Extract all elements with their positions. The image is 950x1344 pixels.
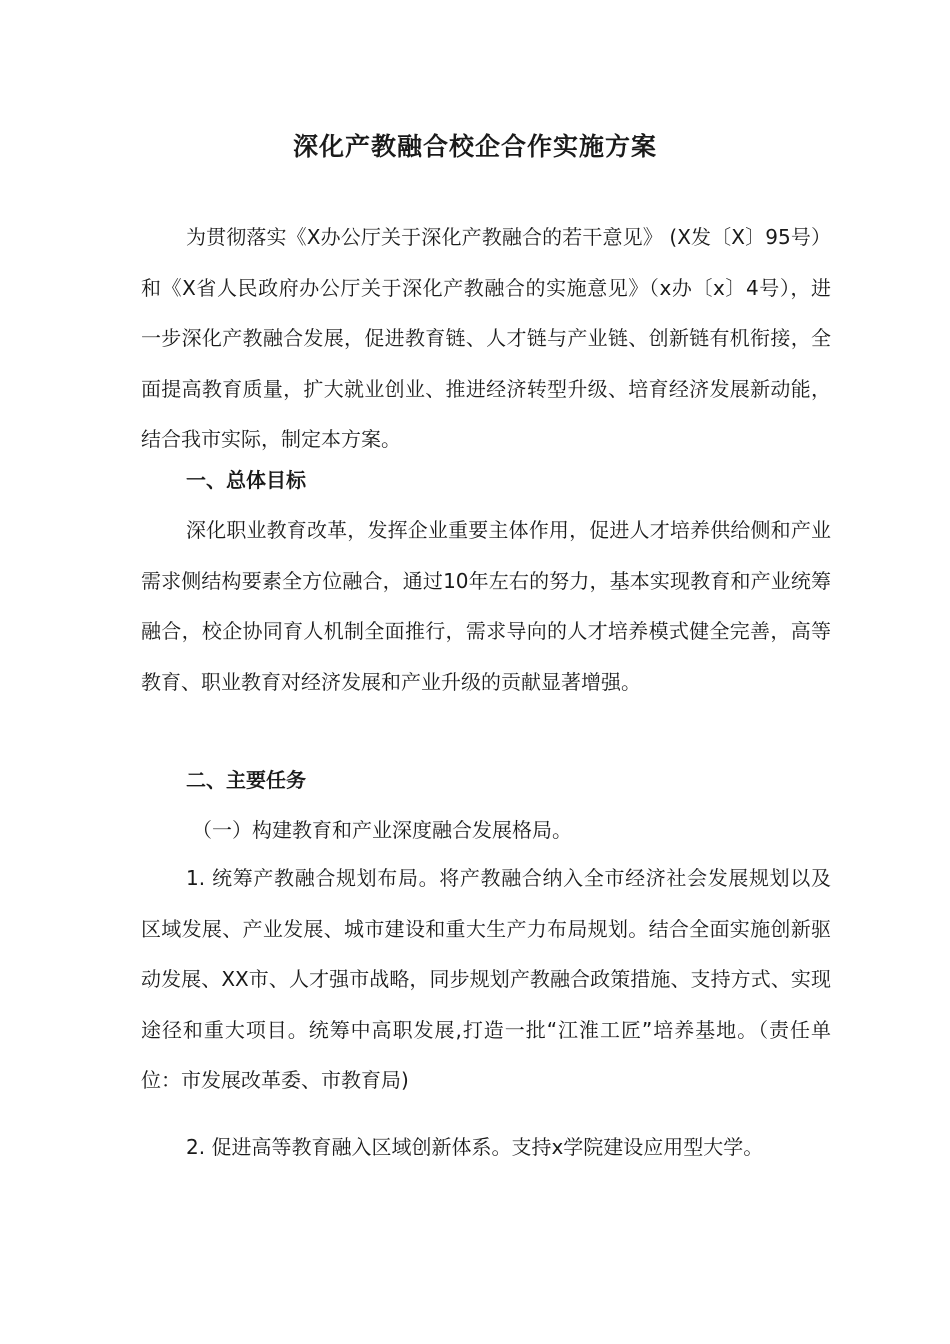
item-1-paragraph: 1. 统筹产教融合规划布局。将产教融合纳入全市经济社会发展规划以及区域发展、产业发展、城市建设和重大生产力布局规划。结合全面实施创新驱动发展、XX市、人才强市战略，同步规划产教融合政策措施、支持方式、实现途径和重大项目。统筹中高职发展,打造一批“江淮工匠”培养基地。（责任单位：市发展改革委、市教育局) — [141, 866, 831, 1092]
intro-paragraph: 为贯彻落实《X办公厅关于深化产教融合的若干意见》 (X发〔X〕95号）和《X省人民政府办公厅关于深化产教融合的实施意见》（x办〔x〕4号），进一步深化产教融合发展，促进教育链、人才链与产业链、创新链有机衔接，全面提高教育质量，扩大就业创业、推进经济转型升级、培育经济发展新动能，结合我市实际，制定本方案。 — [141, 225, 831, 451]
item-2-paragraph: 2. 促进高等教育融入区域创新体系。支持x学院建设应用型大学。 — [186, 1135, 764, 1159]
subsection-1-heading: （一）构建教育和产业深度融合发展格局。 — [192, 818, 572, 842]
section-1-heading: 一、总体目标 — [186, 468, 306, 492]
section-1-paragraph: 深化职业教育改革，发挥企业重要主体作用，促进人才培养供给侧和产业需求侧结构要素全方位融合，通过10年左右的努力，基本实现教育和产业统筹融合，校企协同育人机制全面推行，需求导向的人才培养模式健全完善，高等教育、职业教育对经济发展和产业升级的贡献显著增强。 — [141, 518, 831, 694]
document-title: 深化产教融合校企合作实施方案 — [292, 131, 657, 161]
section-2-heading: 二、主要任务 — [186, 768, 306, 792]
